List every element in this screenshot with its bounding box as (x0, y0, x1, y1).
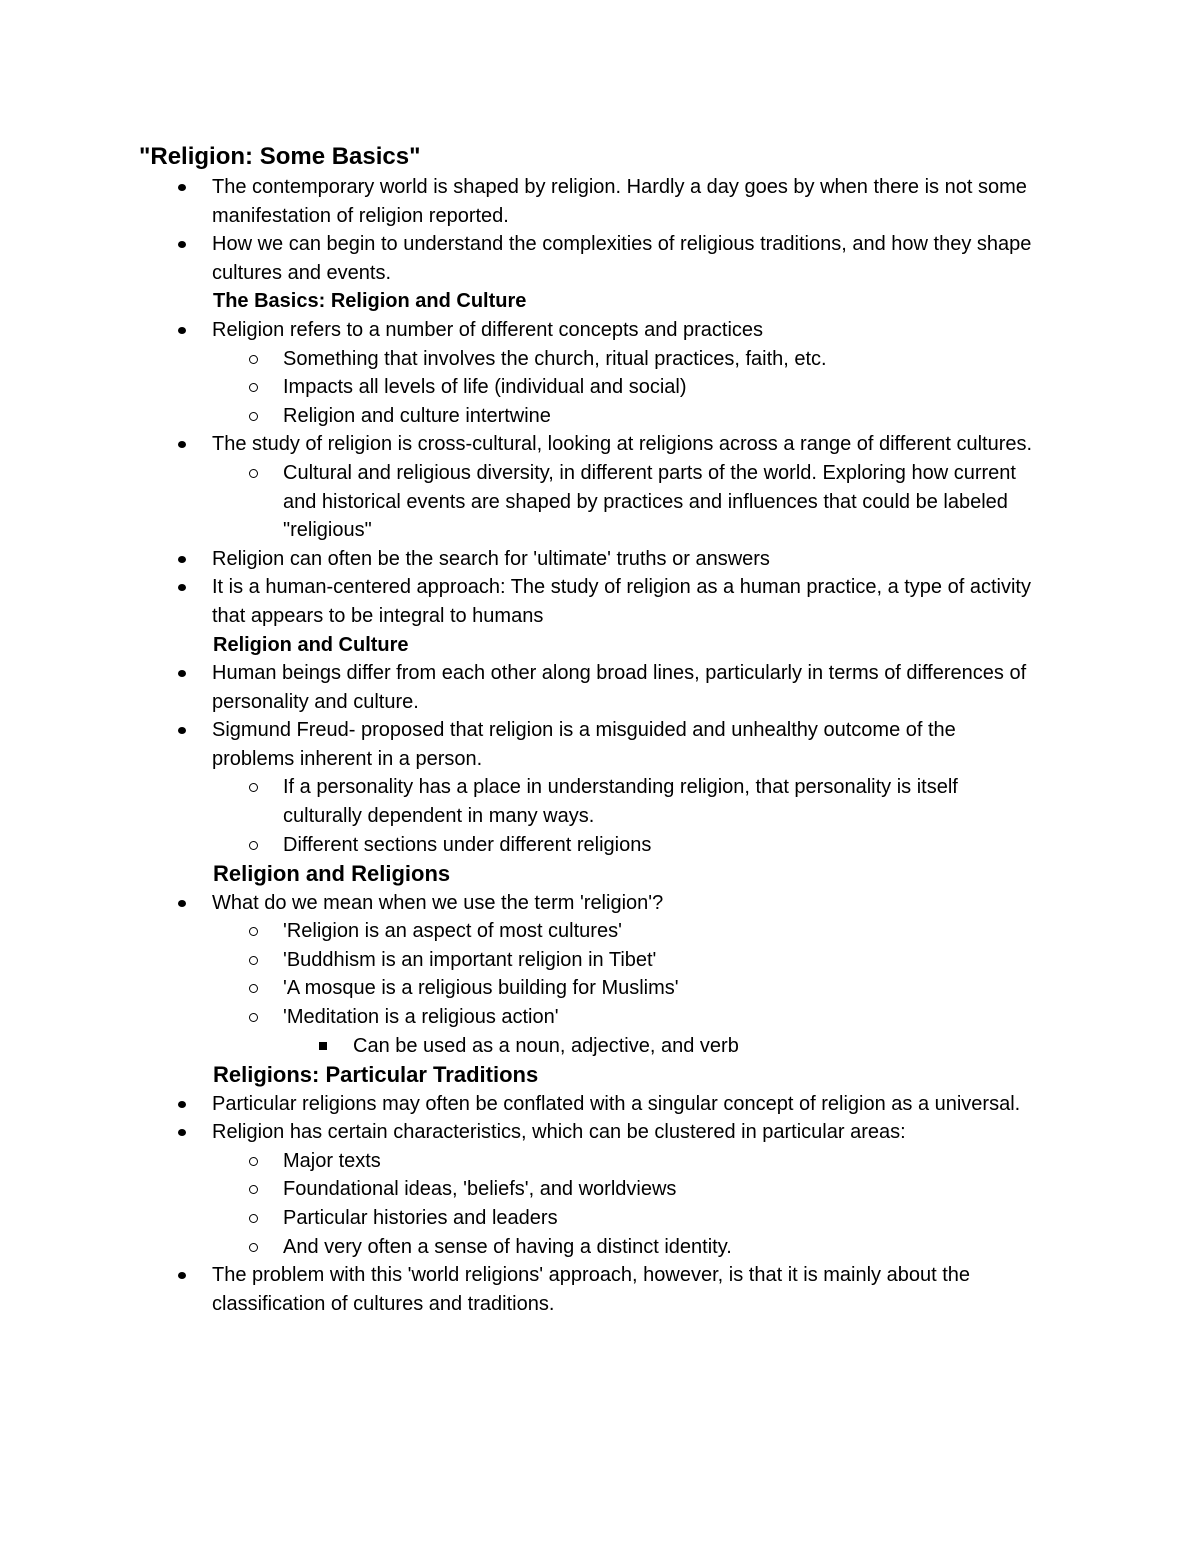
bullet-dot-icon (178, 1129, 186, 1136)
bullet-dot-icon (178, 670, 186, 677)
bullet-circle-icon (249, 469, 258, 478)
list-item: The study of religion is cross-cultural, looking at religions across a range of different cultures. (0, 430, 1200, 459)
section-heading: Religion and Religions (213, 861, 451, 887)
bullet-circle-icon (249, 1185, 258, 1194)
bullet-circle-icon (249, 956, 258, 965)
bullet-circle-icon (249, 841, 258, 850)
list-item: It is a human-centered approach: The study of religion as a human practice, a type of activity that appears to be integral to humans (0, 573, 1200, 630)
list-item: Something that involves the church, ritual practices, faith, etc. (0, 345, 1200, 374)
bullet-dot-icon (178, 900, 186, 907)
bullet-circle-icon (249, 412, 258, 421)
bullet-dot-icon (178, 184, 186, 191)
section-heading: The Basics: Religion and Culture (213, 290, 527, 313)
list-item: Can be used as a noun, adjective, and verb (0, 1032, 1200, 1061)
list-item: 'Buddhism is an important religion in Tibet' (0, 946, 1200, 975)
bullet-circle-icon (249, 355, 258, 364)
list-item: And very often a sense of having a distinct identity. (0, 1233, 1200, 1262)
list-item: Human beings differ from each other along broad lines, particularly in terms of differences of personality and culture. (0, 659, 1200, 716)
bullet-circle-icon (249, 383, 258, 392)
notes-body (0, 173, 1200, 1318)
bullet-dot-icon (178, 727, 186, 734)
section-heading: Religions: Particular Traditions (213, 1062, 539, 1088)
bullet-circle-icon (249, 1013, 258, 1022)
list-item: What do we mean when we use the term 'religion'? (0, 889, 1200, 918)
document-title: "Religion: Some Basics" (139, 143, 421, 170)
bullet-dot-icon (178, 241, 186, 248)
list-item: Religion can often be the search for 'ultimate' truths or answers (0, 545, 1200, 574)
list-item: If a personality has a place in understanding religion, that personality is itself culturally dependent in many ways. (0, 773, 1200, 830)
list-item: Religion and culture intertwine (0, 402, 1200, 431)
list-item: 'Meditation is a religious action' (0, 1003, 1200, 1032)
bullet-dot-icon (178, 441, 186, 448)
list-item: Religion has certain characteristics, which can be clustered in particular areas: (0, 1118, 1200, 1147)
list-item: Foundational ideas, 'beliefs', and worldviews (0, 1175, 1200, 1204)
bullet-circle-icon (249, 1243, 258, 1252)
list-item: How we can begin to understand the complexities of religious traditions, and how they shape cultures and events. (0, 230, 1200, 287)
bullet-dot-icon (178, 584, 186, 591)
bullet-circle-icon (249, 1214, 258, 1223)
list-item: Particular religions may often be conflated with a singular concept of religion as a universal. (0, 1090, 1200, 1119)
bullet-circle-icon (249, 927, 258, 936)
bullet-circle-icon (249, 1157, 258, 1166)
list-item: Cultural and religious diversity, in different parts of the world. Exploring how current and historical events are shaped by practices and influences that could be labeled "religious" (0, 459, 1200, 545)
list-item: Sigmund Freud- proposed that religion is a misguided and unhealthy outcome of the problems inherent in a person. (0, 716, 1200, 773)
list-item: Different sections under different religions (0, 831, 1200, 860)
list-item: The contemporary world is shaped by religion. Hardly a day goes by when there is not some manifestation of religion reported. (0, 173, 1200, 230)
list-item: Religion refers to a number of different concepts and practices (0, 316, 1200, 345)
list-item: 'A mosque is a religious building for Muslims' (0, 974, 1200, 1003)
list-item: Particular histories and leaders (0, 1204, 1200, 1233)
bullet-circle-icon (249, 783, 258, 792)
bullet-dot-icon (178, 327, 186, 334)
bullet-dot-icon (178, 556, 186, 563)
list-item: Impacts all levels of life (individual and social) (0, 373, 1200, 402)
bullet-circle-icon (249, 984, 258, 993)
bullet-dot-icon (178, 1101, 186, 1108)
list-item: The problem with this 'world religions' approach, however, is that it is mainly about the classification of cultures and traditions. (0, 1261, 1200, 1318)
list-item: 'Religion is an aspect of most cultures' (0, 917, 1200, 946)
section-heading: Religion and Culture (213, 633, 409, 656)
list-item: Major texts (0, 1147, 1200, 1176)
bullet-dot-icon (178, 1272, 186, 1279)
bullet-square-icon (319, 1042, 327, 1050)
